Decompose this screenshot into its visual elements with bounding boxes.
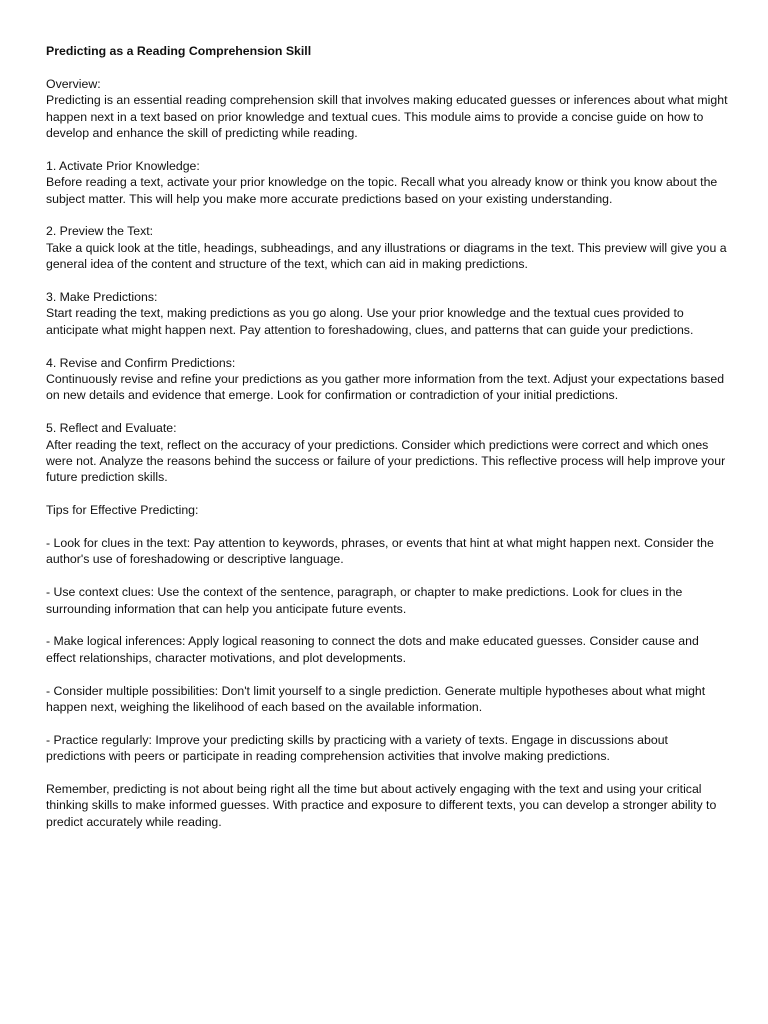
step-text: Continuously revise and refine your predictions as you gather more information from the text. Adjust your expectations based on new details and evidence that emerge. Look for confirmation or contradiction of your initial predictions.: [46, 372, 725, 403]
step-5-section: [46, 420, 728, 486]
step-heading: 3. Make Predictions:: [46, 290, 158, 305]
tip-item: - Make logical inferences: Apply logical reasoning to connect the dots and make educated guesses. Consider cause and effect relationships, character motivations, and plot developments.: [46, 634, 699, 665]
overview-text: Predicting is an essential reading comprehension skill that involves making educated guesses or inferences about what might happen next in a text based on prior knowledge and textual cues. This module aims to provide a concise guide on how to develop and enhance the skill of predicting while reading.: [46, 93, 728, 141]
tip-item: - Practice regularly: Improve your predicting skills by practicing with a variety of texts. Engage in discussions about predictions with peers or participate in reading comprehension activities that involve making predictions.: [46, 732, 668, 764]
tip-item: - Look for clues in the text: Pay attention to keywords, phrases, or events that hint at what might happen next. Consider the author's use of foreshadowing or descriptive language.: [46, 536, 714, 567]
step-3-section: [46, 289, 728, 338]
overview-section: [46, 76, 728, 142]
step-4-section: [46, 355, 728, 404]
tip-item: - Consider multiple possibilities: Don't limit yourself to a single prediction. Generate multiple hypotheses about what might happen next, weighing the likelihood of each based on the available information.: [46, 683, 706, 715]
step-text: After reading the text, reflect on the accuracy of your predictions. Consider which predictions were correct and which ones were not. Analyze the reasons behind the success or failure of your predictions. This reflective process will help improve your future prediction skills.: [46, 437, 726, 485]
tips-heading: Tips for Effective Predicting:: [46, 503, 199, 518]
step-heading: 2. Preview the Text:: [46, 224, 154, 239]
step-1-section: [46, 158, 728, 207]
step-2-section: [46, 223, 728, 272]
conclusion-paragraph: Remember, predicting is not about being right all the time but about actively engaging with the text and using your critical thinking skills to make informed guesses. With practice and exposure to different texts, you can develop a stronger ability to predict accurately while reading.: [46, 782, 717, 829]
step-heading: 4. Revise and Confirm Predictions:: [46, 355, 236, 370]
step-heading: 5. Reflect and Evaluate:: [46, 421, 177, 436]
overview-heading: Overview:: [46, 76, 101, 91]
step-text: Start reading the text, making predictions as you go along. Use your prior knowledge and the textual cues provided to anticipate what might happen next. Pay attention to foreshadowing, clues, and patterns that can guide your predictions.: [46, 306, 694, 337]
step-text: Before reading a text, activate your prior knowledge on the topic. Recall what you already know or think you know about the subject matter. This will help you make more accurate predictions based on your existing understanding.: [46, 175, 718, 206]
tip-item: - Use context clues: Use the context of the sentence, paragraph, or chapter to make predictions. Look for clues in the surrounding information that can help you anticipate future events.: [46, 585, 683, 616]
step-heading: 1. Activate Prior Knowledge:: [46, 158, 200, 173]
step-text: Take a quick look at the title, headings, subheadings, and any illustrations or diagrams in the text. This preview will give you a general idea of the content and structure of the text, which can aid in making predictions.: [46, 240, 727, 272]
document-title: Predicting as a Reading Comprehension Skill: [46, 44, 312, 58]
